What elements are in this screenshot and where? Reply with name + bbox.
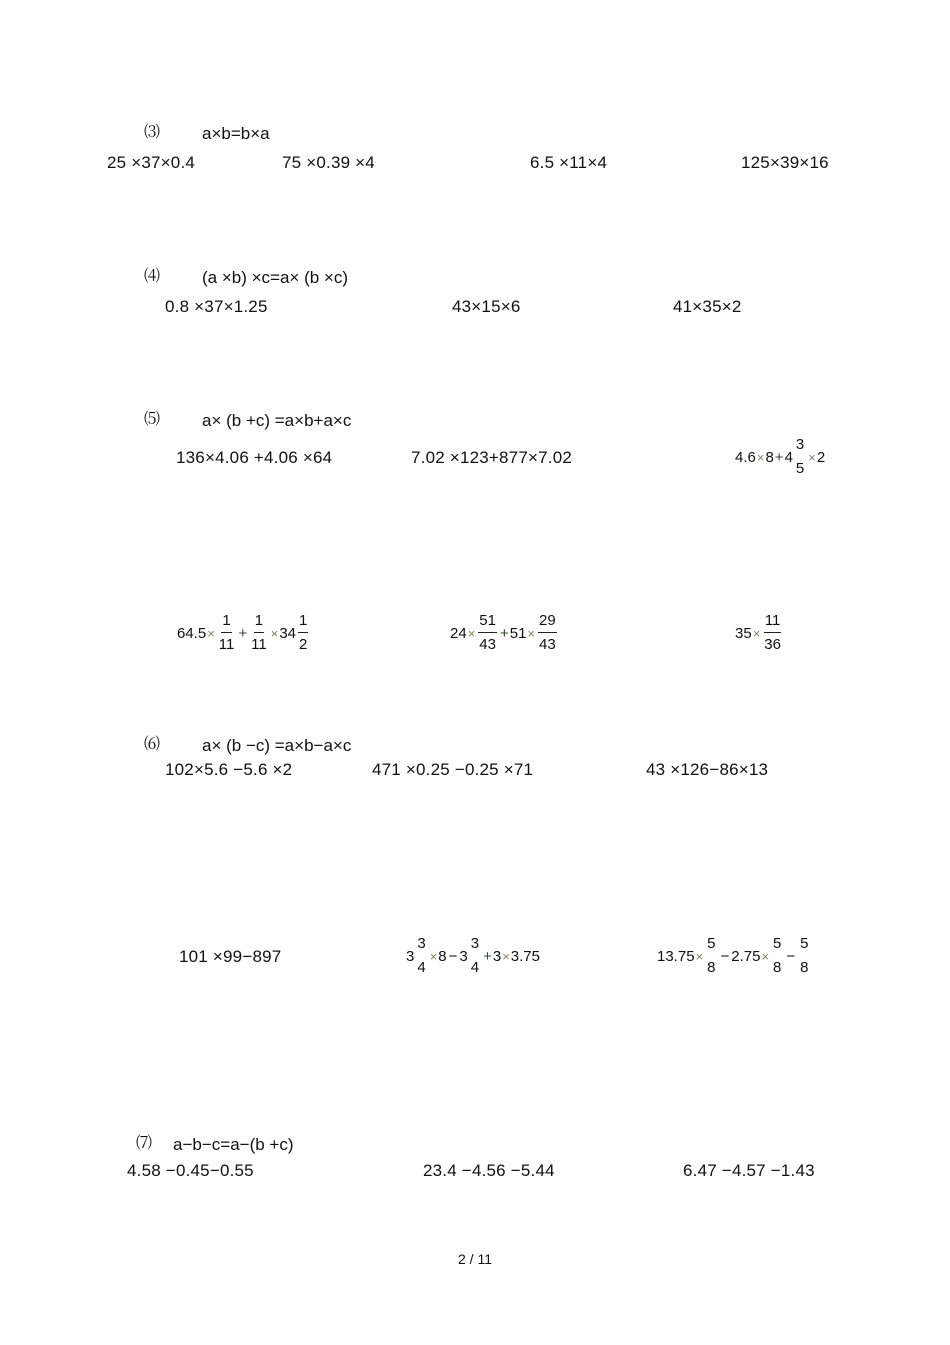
fraction: $\frac{29}{43}$ <box>539 612 556 653</box>
law-distributive-sub: a× (b −c) =a×b−a×c <box>202 736 352 755</box>
mixed-fraction: 3 4 <box>417 935 426 976</box>
problem-3-2: 75 ×0.39 ×4 <box>282 153 375 172</box>
section-number-5: ⑸ <box>144 411 161 428</box>
fraction: 5 8 <box>773 935 782 976</box>
mixed-fraction: 3 5 <box>795 436 805 477</box>
fraction: 5 8 <box>707 935 716 976</box>
problem-7-1: 4.58 −0.45−0.55 <box>127 1161 254 1180</box>
fraction: 5 8 <box>800 935 809 976</box>
problem-6-3: 43 ×126−86×13 <box>646 760 769 779</box>
law-subtraction: a−b−c=a−(b +c) <box>173 1135 294 1154</box>
fraction: $\frac{1}{11}$ <box>218 612 235 653</box>
problem-5-3: 4.6 × 8 + 4 3 5 × 2 <box>735 436 826 477</box>
law-distributive-add: a× (b +c) =a×b+a×c <box>202 411 352 430</box>
problem-3-4: 125×39×16 <box>741 153 829 172</box>
problem-5-5: 24 × $\frac{51}{43}$ + 51 × $\frac{29}{43}$ <box>450 612 556 653</box>
problem-5-6: 35 × $\frac{11}{36}$ <box>735 612 781 653</box>
law-commutative: a×b=b×a <box>202 124 270 143</box>
problem-5-4: 64.5 × $\frac{1}{11}$ + $\frac{1}{11}$ × 34 $\frac{1}{2}$ <box>177 612 308 653</box>
fraction: $\frac{1}{2}$ <box>299 612 308 653</box>
section-number-3: ⑶ <box>144 124 161 141</box>
problem-6-6: 13.75 × 5 8 − 2.75 × 5 8 − 5 8 <box>657 935 809 976</box>
problem-6-5: 3 3 4 × 8 − 3 3 4 + 3 × 3.75 <box>406 935 540 976</box>
law-associative: (a ×b) ×c=a× (b ×c) <box>202 268 348 287</box>
problem-4-1: 0.8 ×37×1.25 <box>165 297 268 316</box>
problem-6-2: 471 ×0.25 −0.25 ×71 <box>372 760 534 779</box>
mixed-fraction: 3 4 <box>470 935 480 976</box>
section-number-6: ⑹ <box>144 736 161 753</box>
problem-7-3: 6.47 −4.57 −1.43 <box>683 1161 815 1180</box>
problem-6-4: 101 ×99−897 <box>179 947 282 966</box>
fraction: $\frac{1}{11}$ <box>251 612 267 653</box>
problem-4-2: 43×15×6 <box>452 297 521 316</box>
problem-4-3: 41×35×2 <box>673 297 742 316</box>
page-number: 2 / 11 <box>458 1251 492 1267</box>
fraction: $\frac{11}{36}$ <box>764 612 781 653</box>
problem-5-2: 7.02 ×123+877×7.02 <box>411 448 573 467</box>
fraction: $\frac{51}{43}$ <box>479 612 496 653</box>
section-number-7: ⑺ <box>136 1135 153 1152</box>
problem-3-1: 25 ×37×0.4 <box>107 153 196 172</box>
problem-6-1: 102×5.6 −5.6 ×2 <box>165 760 293 779</box>
problem-5-1: 136×4.06 +4.06 ×64 <box>176 448 333 467</box>
section-number-4: ⑷ <box>144 268 161 285</box>
problem-3-3: 6.5 ×11×4 <box>530 153 608 172</box>
problem-7-2: 23.4 −4.56 −5.44 <box>423 1161 555 1180</box>
